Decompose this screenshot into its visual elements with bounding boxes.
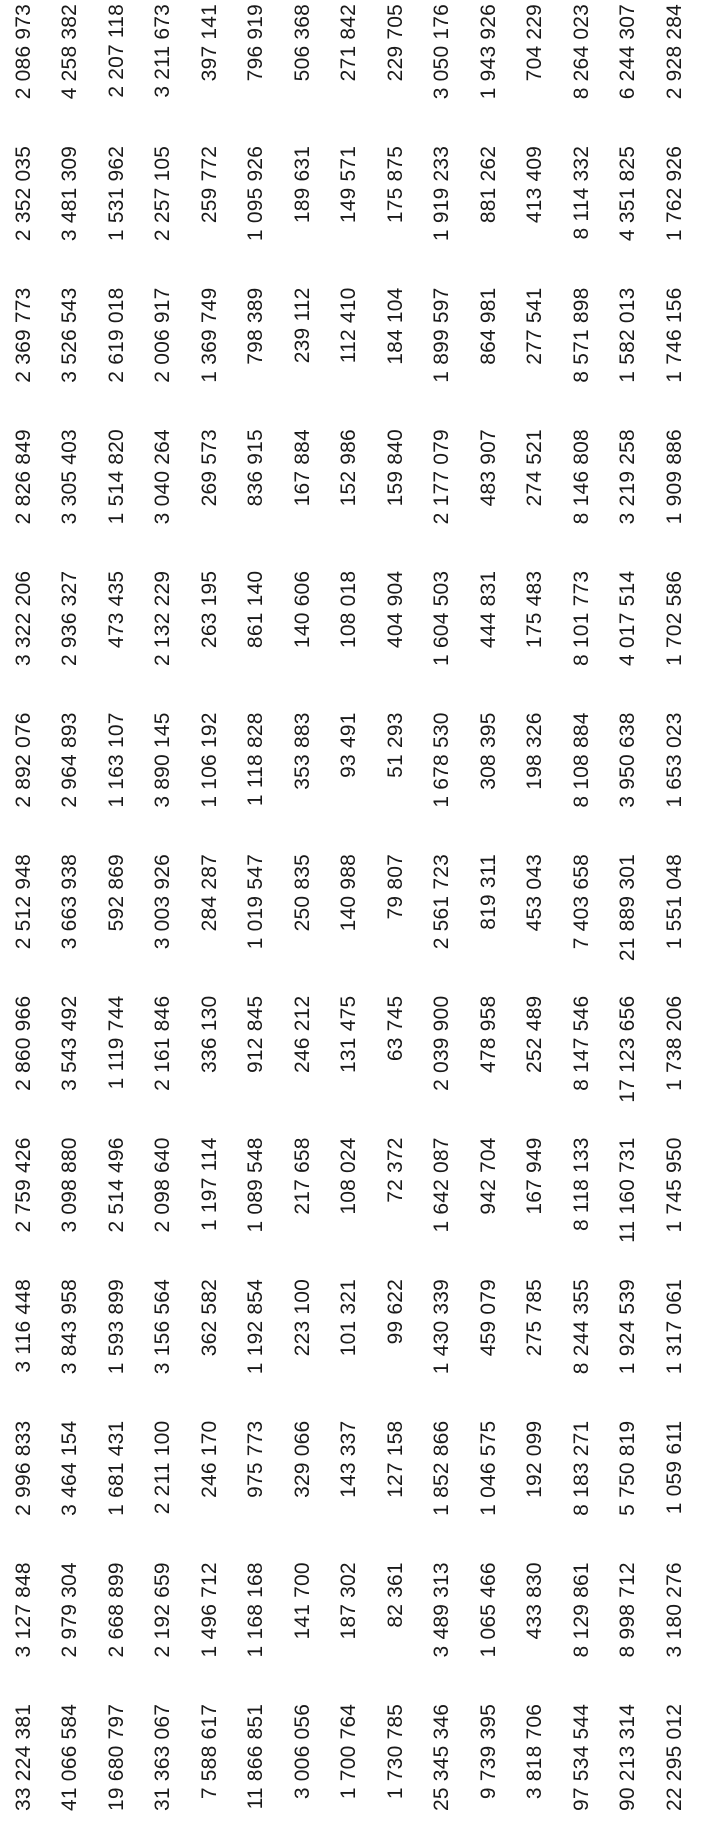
table-cell: 4 351 825: [616, 145, 640, 242]
table-cell: 101 321: [337, 1278, 361, 1357]
table-cell: 2 098 640: [151, 1137, 175, 1233]
table-cell: 1 909 886: [662, 429, 686, 525]
table-row: [419, 0, 466, 1824]
table-cell: 861 140: [244, 570, 268, 649]
table-cell: 1 430 339: [430, 1278, 454, 1375]
table-cell: 3 489 313: [430, 1562, 454, 1658]
table-cell: 275 785: [523, 1278, 547, 1357]
row-total-cell: 33 224 381: [11, 1703, 35, 1811]
row-total-cell: 22 295 012: [662, 1703, 686, 1811]
row-total-cell: 19 680 797: [104, 1703, 128, 1811]
table-cell: 353 883: [290, 712, 314, 790]
table-cell: 149 571: [337, 145, 361, 224]
table-cell: 4 258 382: [58, 4, 82, 100]
table-cell: 3 950 638: [616, 712, 640, 808]
table-cell: 1 168 168: [244, 1562, 268, 1658]
table-cell: 263 195: [197, 570, 221, 649]
table-cell: 453 043: [523, 854, 547, 932]
table-cell: 2 192 659: [151, 1562, 175, 1658]
table-cell: 229 705: [383, 4, 407, 82]
table-cell: 1 899 597: [430, 287, 454, 383]
table-cell: 140 606: [290, 570, 314, 649]
table-cell: 506 368: [290, 4, 314, 82]
table-cell: 1 642 087: [430, 1137, 454, 1233]
table-cell: 141 700: [290, 1562, 314, 1640]
table-row: [372, 0, 419, 1824]
table-cell: 3 526 543: [58, 287, 82, 383]
table-cell: 3 098 880: [58, 1137, 82, 1233]
table-cell: 1 019 547: [244, 854, 268, 950]
table-row: [140, 0, 187, 1824]
table-cell: 2 207 118: [104, 4, 128, 98]
table-cell: 2 132 229: [151, 570, 175, 666]
table-cell: 3 322 206: [11, 570, 35, 666]
row-total-cell: 11 866 851: [244, 1703, 268, 1810]
table-cell: 3 843 958: [58, 1278, 82, 1375]
table-cell: 3 543 492: [58, 995, 82, 1091]
table-cell: 198 326: [523, 712, 547, 790]
table-cell: 2 979 304: [58, 1562, 82, 1658]
table-cell: 3 040 264: [151, 429, 175, 525]
table-cell: 1 369 749: [197, 287, 221, 383]
table-cell: 3 211 673: [151, 4, 175, 98]
table-cell: 3 180 276: [662, 1562, 686, 1658]
table-cell: 2 039 900: [430, 995, 454, 1091]
table-cell: 277 541: [523, 287, 547, 365]
table-cell: 397 141: [197, 4, 221, 82]
table-cell: 1 943 926: [476, 4, 500, 100]
table-cell: 4 017 514: [616, 570, 640, 666]
table-cell: 131 475: [337, 995, 361, 1073]
table-cell: 167 884: [290, 429, 314, 507]
table-cell: 152 986: [337, 429, 361, 507]
table-cell: 184 104: [383, 287, 407, 365]
table-cell: 8 108 884: [569, 712, 593, 808]
table-cell: 2 759 426: [11, 1137, 35, 1233]
table-cell: 413 409: [523, 145, 547, 224]
table-row: [512, 0, 559, 1824]
table-cell: 51 293: [383, 712, 407, 778]
table-cell: 271 842: [337, 4, 361, 82]
table-cell: 3 003 926: [151, 854, 175, 950]
row-total-cell: 41 066 584: [58, 1703, 82, 1811]
table-cell: 1 919 233: [430, 145, 454, 242]
table-cell: 143 337: [337, 1420, 361, 1498]
table-cell: 2 512 948: [11, 854, 35, 950]
table-cell: 159 840: [383, 429, 407, 507]
table-cell: 2 826 849: [11, 429, 35, 525]
table-cell: 404 904: [383, 570, 407, 649]
table-cell: 8 264 023: [569, 4, 593, 100]
table-cell: 433 830: [523, 1562, 547, 1640]
table-cell: 192 099: [523, 1420, 547, 1498]
table-cell: 284 287: [197, 854, 221, 932]
table-cell: 1 746 156: [662, 287, 686, 383]
table-cell: 8 118 133: [569, 1137, 593, 1231]
table-cell: 167 949: [523, 1137, 547, 1215]
table-cell: 108 024: [337, 1137, 361, 1215]
table-cell: 459 079: [476, 1278, 500, 1357]
table-row: [605, 0, 652, 1824]
row-total-cell: 1 730 785: [383, 1703, 407, 1800]
table-row: [465, 0, 512, 1824]
table-cell: 108 018: [337, 570, 361, 649]
row-total-cell: 1 700 764: [337, 1703, 361, 1800]
table-cell: 2 996 833: [11, 1420, 35, 1516]
row-total-cell: 7 588 617: [197, 1703, 221, 1800]
table-row: [651, 0, 698, 1824]
table-cell: 1 681 431: [104, 1420, 128, 1516]
table-cell: 3 156 564: [151, 1278, 175, 1375]
table-cell: 11 160 731: [616, 1137, 640, 1243]
table-cell: 1 582 013: [616, 287, 640, 383]
table-cell: 72 372: [383, 1137, 407, 1203]
table-cell: 1 653 023: [662, 712, 686, 808]
table-cell: 21 889 301: [616, 854, 640, 962]
table-cell: 478 958: [476, 995, 500, 1073]
table-cell: 1 118 828: [244, 712, 268, 807]
table-row: [279, 0, 326, 1824]
table-cell: 1 106 192: [197, 712, 221, 808]
table-cell: 1 065 466: [476, 1562, 500, 1658]
row-total-cell: 90 213 314: [616, 1703, 640, 1811]
table-cell: 1 059 611: [662, 1420, 686, 1515]
table-cell: 8 183 271: [569, 1420, 593, 1516]
table-cell: 8 129 861: [569, 1562, 593, 1658]
table-cell: 3 050 176: [430, 4, 454, 100]
table-cell: 796 919: [244, 4, 268, 82]
table-cell: 1 095 926: [244, 145, 268, 242]
table-cell: 329 066: [290, 1420, 314, 1498]
table-cell: 252 489: [523, 995, 547, 1073]
table-cell: 2 928 284: [662, 4, 686, 100]
table-cell: 1 163 107: [104, 712, 128, 808]
table-cell: 2 257 105: [151, 145, 175, 242]
table-cell: 1 738 206: [662, 995, 686, 1091]
table-cell: 217 658: [290, 1137, 314, 1215]
table-cell: 1 197 114: [197, 1137, 221, 1231]
table-cell: 99 622: [383, 1278, 407, 1345]
table-cell: 82 361: [383, 1562, 407, 1628]
table-cell: 1 604 503: [430, 570, 454, 666]
table-cell: 1 119 744: [104, 995, 128, 1090]
table-cell: 1 852 866: [430, 1420, 454, 1516]
table-cell: 2 561 723: [430, 854, 454, 950]
table-cell: 3 481 309: [58, 145, 82, 242]
table-cell: 3 663 938: [58, 854, 82, 950]
table-cell: 2 964 893: [58, 712, 82, 808]
table-cell: 1 192 854: [244, 1278, 268, 1375]
table-cell: 246 170: [197, 1420, 221, 1498]
table-cell: 127 158: [383, 1420, 407, 1498]
table-cell: 2 369 773: [11, 287, 35, 383]
table-cell: 1 317 061: [662, 1278, 686, 1375]
table-cell: 362 582: [197, 1278, 221, 1357]
table-cell: 246 212: [290, 995, 314, 1073]
table-cell: 2 177 079: [430, 429, 454, 525]
table-cell: 592 869: [104, 854, 128, 932]
table-cell: 2 006 917: [151, 287, 175, 383]
table-cell: 942 704: [476, 1137, 500, 1215]
table-cell: 1 531 962: [104, 145, 128, 242]
table-cell: 2 086 973: [11, 4, 35, 100]
table-cell: 239 112: [290, 287, 314, 364]
table-cell: 8 147 546: [569, 995, 593, 1091]
table-cell: 5 750 819: [616, 1420, 640, 1516]
table-cell: 3 219 258: [616, 429, 640, 525]
table-cell: 881 262: [476, 145, 500, 224]
table-cell: 8 244 355: [569, 1278, 593, 1375]
table-row: [326, 0, 373, 1824]
table-cell: 3 116 448: [11, 1278, 35, 1373]
table-cell: 2 668 899: [104, 1562, 128, 1658]
table-cell: 8 998 712: [616, 1562, 640, 1658]
table-cell: 79 807: [383, 854, 407, 920]
table-cell: 1 514 820: [104, 429, 128, 525]
table-cell: 2 892 076: [11, 712, 35, 808]
table-cell: 2 860 966: [11, 995, 35, 1091]
table-cell: 1 762 926: [662, 145, 686, 242]
table-cell: 8 114 332: [569, 145, 593, 240]
table-cell: 250 835: [290, 854, 314, 932]
table-cell: 140 988: [337, 854, 361, 932]
table-cell: 189 631: [290, 145, 314, 224]
table-cell: 1 046 575: [476, 1420, 500, 1516]
table-cell: 187 302: [337, 1562, 361, 1640]
table-cell: 2 514 496: [104, 1137, 128, 1233]
row-total-cell: 25 345 346: [430, 1703, 454, 1811]
table-cell: 274 521: [523, 429, 547, 507]
table-cell: 269 573: [197, 429, 221, 507]
table-cell: 1 593 899: [104, 1278, 128, 1375]
table-cell: 175 875: [383, 145, 407, 224]
table-cell: 975 773: [244, 1420, 268, 1498]
table-cell: 2 161 846: [151, 995, 175, 1091]
table-cell: 17 123 656: [616, 995, 640, 1103]
table-cell: 3 890 145: [151, 712, 175, 808]
table-cell: 1 924 539: [616, 1278, 640, 1375]
table-row: [558, 0, 605, 1824]
table-cell: 223 100: [290, 1278, 314, 1357]
row-total-cell: 31 363 067: [151, 1703, 175, 1811]
table-cell: 1 745 950: [662, 1137, 686, 1233]
table-row: [0, 0, 47, 1824]
table-cell: 112 410: [337, 287, 361, 364]
table-cell: 8 146 808: [569, 429, 593, 525]
table-cell: 819 311: [476, 854, 500, 930]
table-cell: 175 483: [523, 570, 547, 649]
table-cell: 93 491: [337, 712, 361, 778]
table-cell: 444 831: [476, 570, 500, 649]
table-cell: 2 936 327: [58, 570, 82, 666]
table-cell: 2 619 018: [104, 287, 128, 383]
table-cell: 2 352 035: [11, 145, 35, 242]
table-cell: 2 211 100: [151, 1420, 175, 1515]
table-cell: 7 403 658: [569, 854, 593, 950]
table-cell: 798 389: [244, 287, 268, 365]
table-cell: 704 229: [523, 4, 547, 82]
table-cell: 3 305 403: [58, 429, 82, 525]
row-total-cell: 9 739 395: [476, 1703, 500, 1800]
table-cell: 1 496 712: [197, 1562, 221, 1658]
table-cell: 912 845: [244, 995, 268, 1073]
table-cell: 63 745: [383, 995, 407, 1062]
table-cell: 6 244 307: [616, 4, 640, 100]
table-cell: 836 915: [244, 429, 268, 507]
table-cell: 3 127 848: [11, 1562, 35, 1658]
table-cell: 1 551 048: [662, 854, 686, 950]
table-cell: 259 772: [197, 145, 221, 224]
table-cell: 8 101 773: [569, 570, 593, 666]
row-total-cell: 3 818 706: [523, 1703, 547, 1800]
table-cell: 8 571 898: [569, 287, 593, 383]
table-cell: 308 395: [476, 712, 500, 790]
table-cell: 3 464 154: [58, 1420, 82, 1516]
table-row: [93, 0, 140, 1824]
table-row: [233, 0, 280, 1824]
table-cell: 336 130: [197, 995, 221, 1073]
table-cell: 1 089 548: [244, 1137, 268, 1233]
table-row: [47, 0, 94, 1824]
row-total-cell: 97 534 544: [569, 1703, 593, 1811]
table-cell: 483 907: [476, 429, 500, 507]
table-cell: 473 435: [104, 570, 128, 649]
table-cell: 864 981: [476, 287, 500, 365]
row-total-cell: 3 006 056: [290, 1703, 314, 1800]
table-cell: 1 678 530: [430, 712, 454, 808]
table-row: [186, 0, 233, 1824]
table-cell: 1 702 586: [662, 570, 686, 666]
